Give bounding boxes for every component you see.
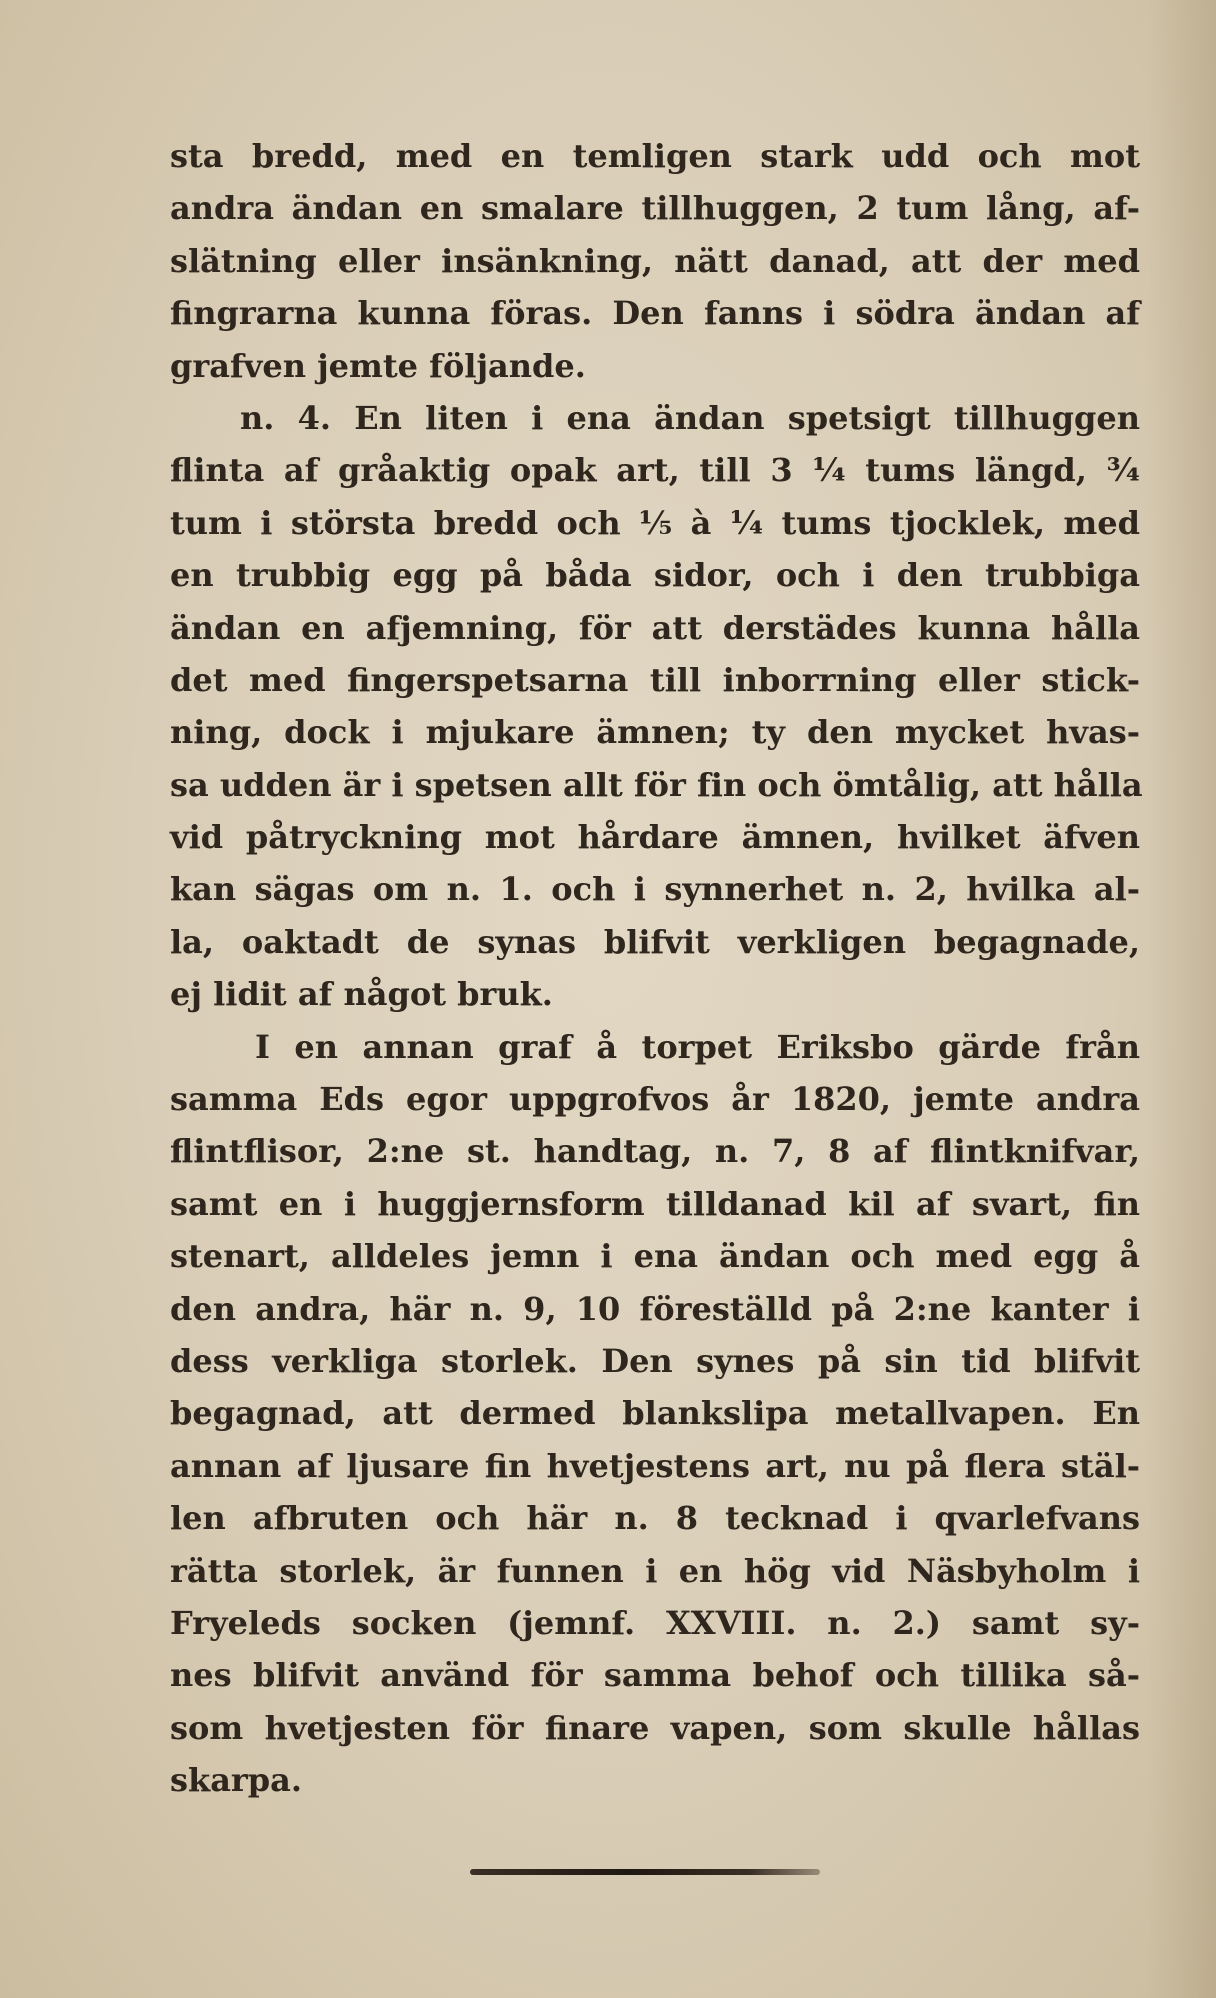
text-line: begagnad, att dermed blankslipa metallvapen. En — [170, 1394, 1140, 1433]
text-line: stenart, alldeles jemn i ena ändan och med egg å — [170, 1237, 1140, 1276]
body-text — [170, 130, 1143, 1807]
text-line: la, oaktadt de synas blifvit verkligen begagnade, — [170, 922, 1140, 961]
text-line: kan sägas om n. 1. och i synnerhet n. 2, hvilka al- — [170, 870, 1140, 909]
text-line: Fryeleds socken (jemnf. XXVIII. n. 2.) samt sy- — [170, 1603, 1140, 1642]
section-divider-rule — [470, 1869, 820, 1875]
text-line: ej lidit af något bruk. — [170, 975, 553, 1014]
text-line: samma Eds egor uppgrofvos år 1820, jemte andra — [170, 1080, 1140, 1119]
text-line: en trubbig egg på båda sidor, och i den trubbiga — [170, 556, 1140, 595]
text-line: ändan en afjemning, för att derstädes kunna hålla — [170, 608, 1140, 647]
text-line: sa udden är i spetsen allt för fin och ömtålig, att hålla — [170, 765, 1143, 804]
text-line: rätta storlek, är funnen i en hög vid Näsbyholm i — [170, 1551, 1140, 1590]
text-line: dess verkliga storlek. Den synes på sin tid blifvit — [170, 1341, 1140, 1380]
text-line: annan af ljusare fin hvetjestens art, nu på flera stäl- — [170, 1446, 1140, 1485]
text-line: fingrarna kunna föras. Den fanns i södra ändan af — [170, 294, 1140, 333]
text-line: slätning eller insänkning, nätt danad, att der med — [170, 241, 1140, 280]
text-line: vid påtryckning mot hårdare ämnen, hvilket äfven — [170, 818, 1140, 857]
text-line: len afbruten och här n. 8 tecknad i qvarlefvans — [170, 1499, 1140, 1538]
text-line: nes blifvit använd för samma behof och tillika så- — [170, 1656, 1140, 1695]
text-line: flinta af gråaktig opak art, till 3 ¼ tums längd, ¾ — [170, 451, 1140, 490]
text-line: den andra, här n. 9, 10 föreställd på 2:ne kanter i — [170, 1289, 1140, 1328]
text-line: andra ändan en smalare tillhuggen, 2 tum lång, af- — [170, 189, 1140, 228]
paragraph-start-line: I en annan graf å torpet Eriksbo gärde från — [255, 1027, 1140, 1066]
text-line: det med fingerspetsarna till inborrning eller stick- — [170, 660, 1140, 699]
page-edge-shadow — [1146, 0, 1216, 1998]
text-line: ning, dock i mjukare ämnen; ty den mycket hvas- — [170, 713, 1140, 752]
text-line: tum i största bredd och ⅕ à ¼ tums tjocklek, med — [170, 503, 1140, 542]
text-line: skarpa. — [170, 1761, 303, 1800]
text-line: sta bredd, med en temligen stark udd och mot — [170, 137, 1140, 175]
text-line: grafven jemte följande. — [170, 346, 586, 385]
text-line: flintflisor, 2:ne st. handtag, n. 7, 8 af flintknifvar, — [170, 1132, 1140, 1171]
text-line: som hvetjesten för finare vapen, som skulle hållas — [170, 1708, 1140, 1747]
paragraph-start-line: n. 4. En liten i ena ändan spetsigt tillhuggen — [240, 398, 1140, 437]
text-line: samt en i huggjernsform tilldanad kil af svart, fin — [170, 1184, 1140, 1223]
